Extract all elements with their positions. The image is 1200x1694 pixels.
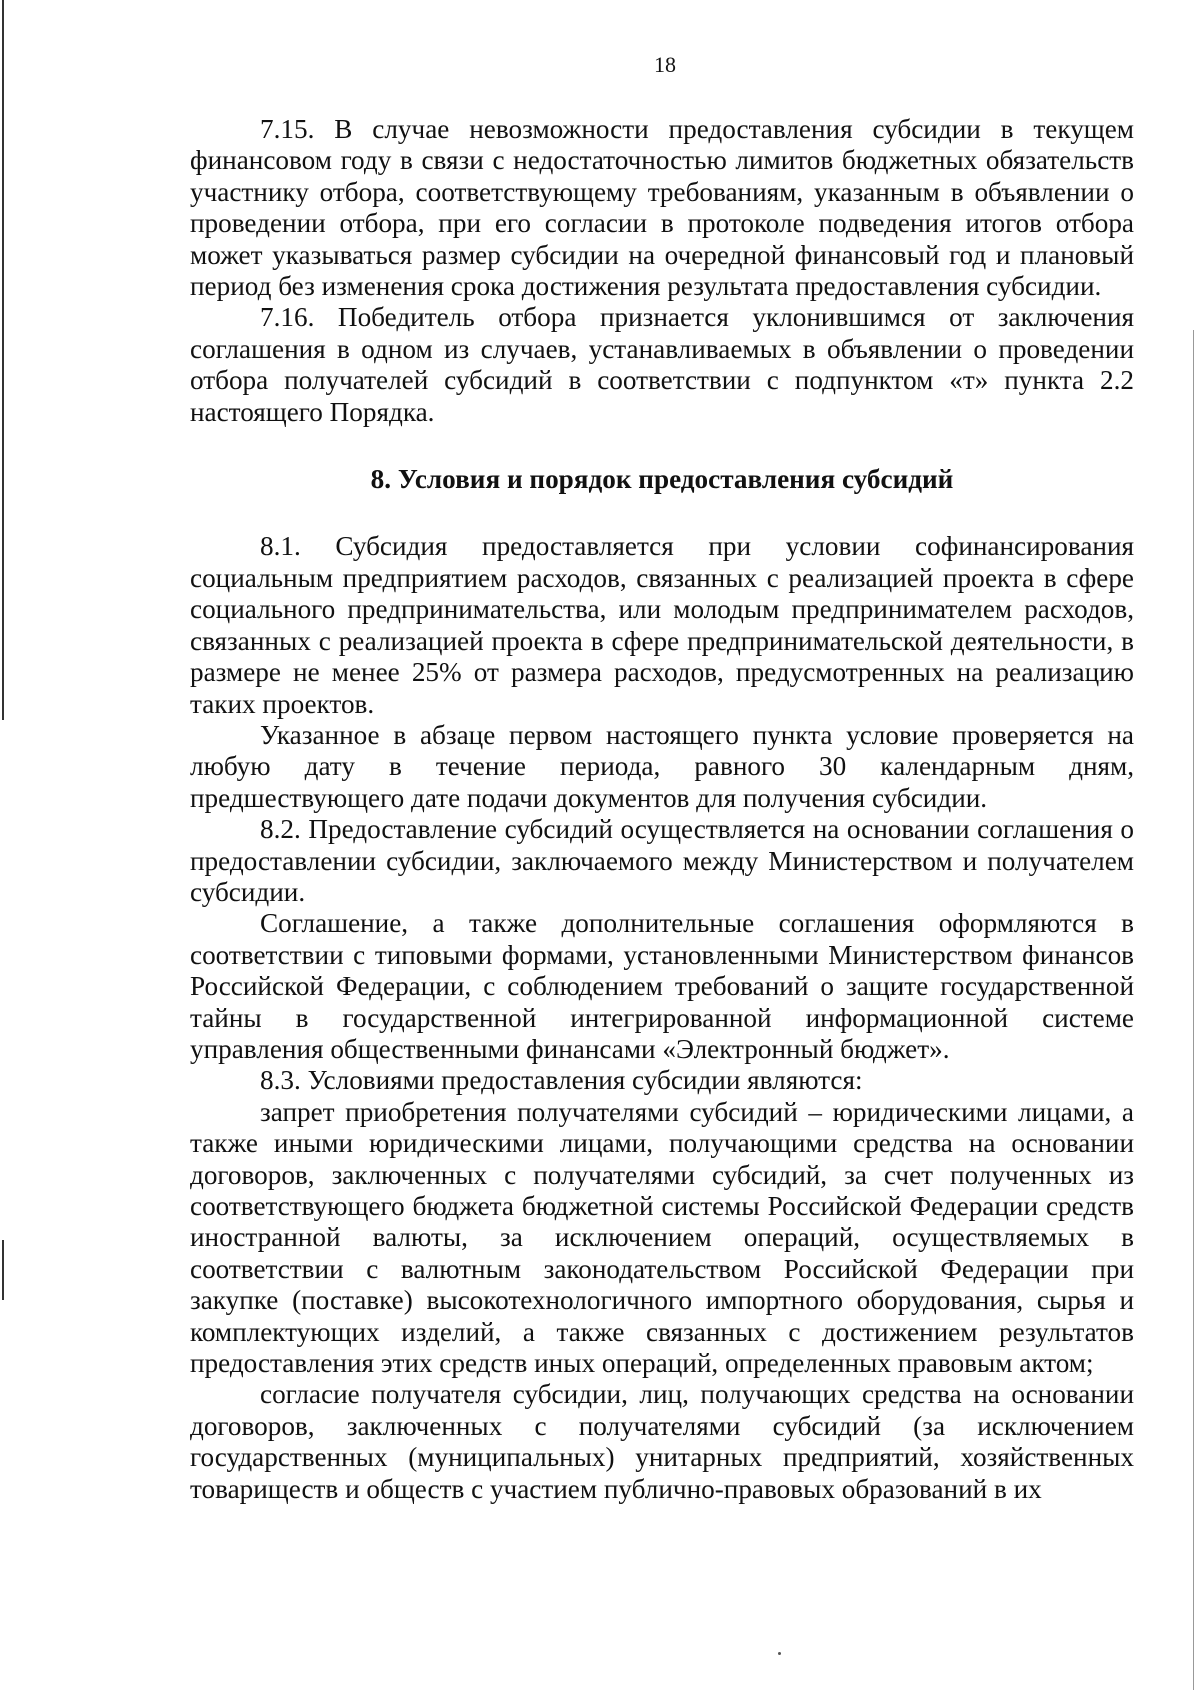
paragraph-8-3-condition-1: запрет приобретения получателями субсидий – юридическими лицами, а также иными юридическими лицами, получающими средства на основании договоров, заключенных с получателями субсидий, за счет полученных из соответствующего бюджета бюджетной системы Российской Федерации средств иностранной валюты, за исключением операций, осуществляемых в соответствии с валютным законодательством Российской Федерации при закупке (поставке) высокотехнологичного импортного оборудования, сырья и комплектующих изделий, а также связанных с достижением результатов предоставления этих средств иных операций, определенных правовым актом; — [190, 1096, 1134, 1379]
paragraph-7-16: 7.16. Победитель отбора признается уклонившимся от заключения соглашения в одном из случаев, устанавливаемых в объявлении о проведении отбора получателей субсидий в соответствии с подпунктом «т» пункта 2.2 настоящего Порядка. — [190, 302, 1134, 427]
paragraph-8-3-condition-2: согласие получателя субсидии, лиц, получающих средства на основании договоров, заключенных с получателями субсидий (за исключением государственных (муниципальных) унитарных предприятий, хозяйственных товариществ и обществ с участием публично-правовых образований в их — [190, 1379, 1134, 1504]
page-number: 18 — [654, 52, 676, 77]
paragraph-7-15: 7.15. В случае невозможности предоставления субсидии в текущем финансовом году в связи с недостаточностью лимитов бюджетных обязательств участнику отбора, соответствующему требованиям, указанным в объявлении о проведении отбора, при его согласии в протоколе подведения итогов отбора может указываться размер субсидии на очередной финансовый год и плановый период без изменения срока достижения результата предоставления субсидии. — [190, 114, 1134, 302]
paragraph-8-1: 8.1. Субсидия предоставляется при условии софинансирования социальным предприятием расходов, связанных с реализацией проекта в сфере социального предпринимательства, или молодым предпринимателем расходов, связанных с реализацией проекта в сфере предпринимательской деятельности, в размере не менее 25% от размера расходов, предусмотренных на реализацию таких проектов. — [190, 531, 1134, 719]
paragraph-8-2: 8.2. Предоставление субсидий осуществляется на основании соглашения о предоставлении субсидии, заключаемого между Министерством и получателем субсидии. — [190, 814, 1134, 907]
paragraph-8-1-second: Указанное в абзаце первом настоящего пункта условие проверяется на любую дату в течение периода, равного 30 календарным дням, предшествующего дате подачи документов для получения субсидии. — [190, 719, 1134, 813]
paragraph-8-2-second: Соглашение, а также дополнительные соглашения оформляются в соответствии с типовыми формами, установленными Министерством финансов Российской Федерации, с соблюдением требований о защите государственной тайны в государственной интегрированной информационной системе управления общественными финансами «Электронный бюджет». — [190, 908, 1134, 1064]
document-body — [190, 114, 1134, 1505]
scan-speck — [778, 1652, 781, 1655]
scan-edge-left — [2, 0, 4, 720]
scan-edge-right — [1193, 330, 1194, 1690]
paragraph-8-3: 8.3. Условиями предоставления субсидии являются: — [260, 1065, 863, 1096]
scan-edge-left-lower — [2, 1240, 4, 1300]
section-heading: 8. Условия и порядок предоставления субсидий — [370, 464, 954, 495]
